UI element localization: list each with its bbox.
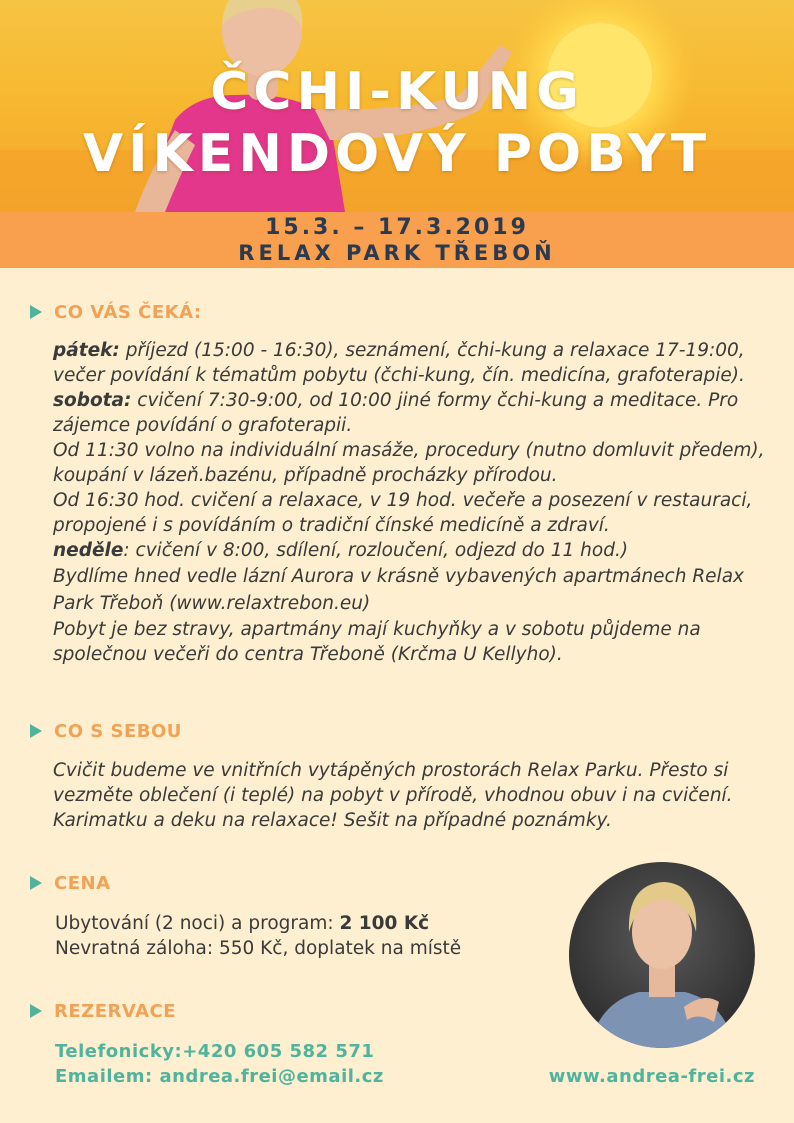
- section-reservation-heading: [30, 999, 176, 1023]
- date-place-band: [0, 212, 794, 268]
- price-line-1: [55, 911, 555, 936]
- website-link[interactable]: www.andrea-frei.cz: [548, 1066, 755, 1087]
- section-bring-heading: [30, 719, 182, 743]
- event-dates: 15.3. – 17.3.2019: [265, 215, 529, 240]
- price-label: Ubytování (2 noci) a program:: [55, 913, 340, 934]
- contact-phone[interactable]: Telefonicky:+420 605 582 571: [55, 1041, 375, 1062]
- section-program-heading: [30, 300, 202, 324]
- program-saturday: [53, 388, 773, 438]
- price-line-2: Nevratná záloha: 550 Kč, doplatek na místě: [55, 938, 462, 959]
- section-title: REZERVACE: [54, 1000, 177, 1022]
- event-place: RELAX PARK TŘEBOŇ: [238, 241, 556, 265]
- sunday-text: : cvičení v 8:00, sdílení, rozloučení, odjezd do 11 hod.): [123, 540, 629, 561]
- friday-text: příjezd (15:00 - 16:30), seznámení, čchi-kung a relaxace 17-19:00, večer povídání k tématům pobytu (čchi-kung, čín. medicína, grafoterapie).: [53, 340, 745, 386]
- contact-email[interactable]: Emailem: andrea.frei@email.cz: [55, 1066, 384, 1087]
- program-accommodation: Bydlíme hned vedle lázní Aurora v krásně vybavených apartmánech Relax Park Třeboň (www.relaxtrebon.eu): [53, 566, 744, 614]
- program-sunday: [53, 538, 773, 563]
- triangle-bullet-icon: [30, 305, 42, 319]
- triangle-bullet-icon: [30, 1004, 42, 1018]
- price-text: [55, 911, 555, 961]
- title-line-1: ČCHI-KUNG: [210, 62, 584, 122]
- program-meals: Pobyt je bez stravy, apartmány mají kuchyňky a v sobotu půjdeme na společnou večeři do centra Třeboně (Krčma U Kellyho).: [53, 619, 701, 665]
- section-price-heading: [30, 871, 111, 895]
- section-title: CO VÁS ČEKÁ:: [54, 301, 202, 323]
- saturday-label: sobota:: [53, 390, 132, 411]
- saturday-text: cvičení 7:30-9:00, od 10:00 jiné formy čchi-kung a meditace. Pro zájemce povídání o grafoterapii.: [53, 390, 739, 436]
- section-title: CO S SEBOU: [54, 720, 182, 742]
- program-saturday-evening: Od 16:30 hod. cvičení a relaxace, v 19 hod. večeře a posezení v restauraci, propojené i s povídáním o tradiční čínské medicíně a zdraví.: [53, 490, 753, 536]
- price-amount: 2 100 Kč: [339, 913, 430, 934]
- program-text: [53, 338, 773, 667]
- friday-label: pátek:: [53, 340, 120, 361]
- program-friday: [53, 338, 773, 388]
- hero-banner: [0, 0, 794, 212]
- triangle-bullet-icon: [30, 724, 42, 738]
- program-saturday-free: Od 11:30 volno na individuální masáže, procedury (nutno domluvit předem), koupání v lázeň.bazénu, případně procházky přírodou.: [53, 440, 765, 486]
- sunday-label: neděle: [53, 540, 124, 561]
- triangle-bullet-icon: [30, 876, 42, 890]
- section-title: CENA: [54, 872, 111, 894]
- portrait-photo: [569, 862, 755, 1048]
- bring-text: [53, 758, 773, 833]
- bring-paragraph: Cvičit budeme ve vnitřních vytápěných prostorách Relax Parku. Přesto si vezměte oblečení (i teplé) na pobyt v přírodě, vhodnou obuv i na cvičení. Karimatku a deku na relaxace! Sešit na případné poznámky.: [53, 760, 733, 831]
- title-line-2: VÍKENDOVÝ POBYT: [82, 124, 712, 184]
